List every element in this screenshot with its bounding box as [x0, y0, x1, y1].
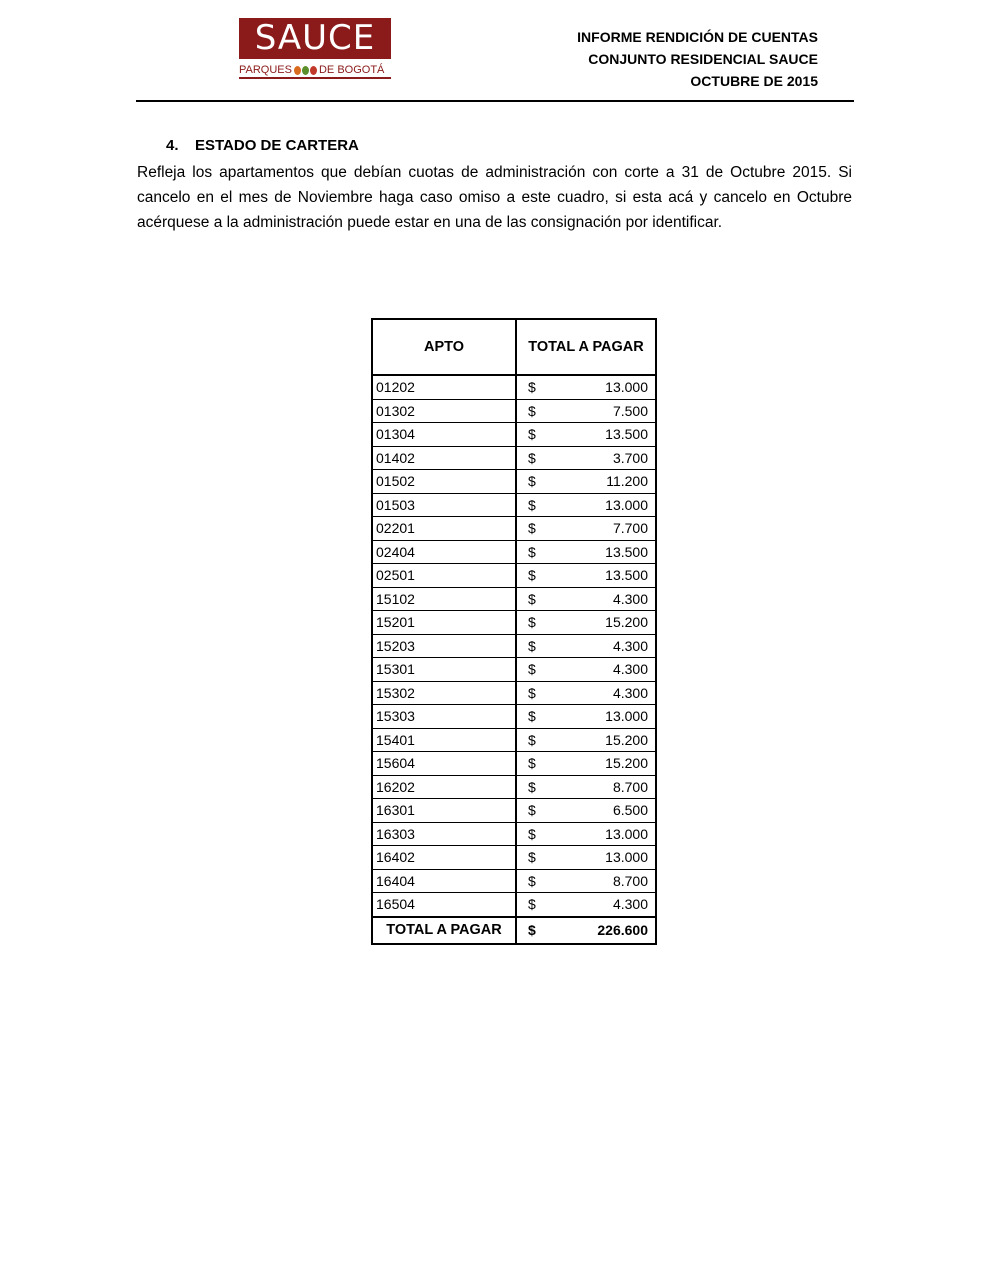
apto-cell: 01502: [372, 470, 516, 494]
currency-symbol: $: [528, 922, 536, 938]
apto-cell: 16303: [372, 822, 516, 846]
valor-cell: [516, 540, 656, 564]
table-row: [372, 493, 656, 517]
apto-cell: 15604: [372, 752, 516, 776]
currency-symbol: $: [528, 520, 536, 537]
valor-amount: 15.200: [605, 731, 648, 748]
valor-cell: [516, 587, 656, 611]
table-row: [372, 587, 656, 611]
logo-wordmark: SAUCE: [239, 18, 391, 59]
table-row: [372, 705, 656, 729]
header-line-1: INFORME RENDICIÓN DE CUENTAS: [577, 29, 818, 45]
apto-cell: 15301: [372, 658, 516, 682]
table-row: [372, 375, 656, 399]
valor-amount: 13.000: [605, 849, 648, 866]
cartera-table: [371, 318, 657, 945]
valor-cell: [516, 564, 656, 588]
valor-amount: 4.300: [612, 590, 648, 607]
valor-amount: 13.000: [605, 496, 648, 513]
valor-cell: [516, 705, 656, 729]
section-number: 4.: [166, 137, 179, 154]
table-row: [372, 752, 656, 776]
apto-cell: 15302: [372, 681, 516, 705]
logo-underline: [239, 77, 391, 79]
currency-symbol: $: [528, 496, 536, 513]
valor-cell: [516, 846, 656, 870]
currency-symbol: $: [528, 402, 536, 419]
column-header-total: TOTAL A PAGAR: [516, 319, 656, 375]
table-row: [372, 611, 656, 635]
apto-cell: 02404: [372, 540, 516, 564]
valor-amount: 8.700: [612, 778, 648, 795]
table-row: [372, 470, 656, 494]
header-line-3: OCTUBRE DE 2015: [690, 73, 818, 89]
valor-amount: 13.500: [605, 543, 648, 560]
apto-cell: 01402: [372, 446, 516, 470]
logo-subtitle-left: PARQUES: [239, 64, 292, 76]
document-header: [577, 26, 818, 92]
apto-cell: 01503: [372, 493, 516, 517]
currency-symbol: $: [528, 778, 536, 795]
apto-cell: 15203: [372, 634, 516, 658]
apto-cell: 02201: [372, 517, 516, 541]
currency-symbol: $: [528, 684, 536, 701]
valor-cell: [516, 634, 656, 658]
table-row: [372, 728, 656, 752]
currency-symbol: $: [528, 825, 536, 842]
total-label: TOTAL A PAGAR: [372, 917, 516, 944]
currency-symbol: $: [528, 567, 536, 584]
apto-cell: 02501: [372, 564, 516, 588]
valor-cell: [516, 399, 656, 423]
currency-symbol: $: [528, 661, 536, 678]
currency-symbol: $: [528, 802, 536, 819]
total-value-cell: [516, 917, 656, 944]
valor-amount: 13.000: [605, 708, 648, 725]
total-value: 226.600: [597, 922, 648, 938]
valor-cell: [516, 493, 656, 517]
valor-cell: [516, 681, 656, 705]
valor-cell: [516, 423, 656, 447]
column-header-apto: APTO: [372, 319, 516, 375]
table-row: [372, 446, 656, 470]
apto-cell: 16504: [372, 893, 516, 917]
valor-cell: [516, 893, 656, 917]
header-divider: [136, 100, 854, 102]
table-row: [372, 681, 656, 705]
valor-cell: [516, 822, 656, 846]
valor-cell: [516, 775, 656, 799]
table-row: [372, 634, 656, 658]
valor-cell: [516, 517, 656, 541]
valor-cell: [516, 375, 656, 399]
apto-cell: 15401: [372, 728, 516, 752]
valor-amount: 4.300: [612, 896, 648, 913]
table-row: [372, 423, 656, 447]
section-heading: ESTADO DE CARTERA: [195, 137, 359, 154]
apto-cell: 16402: [372, 846, 516, 870]
valor-amount: 4.300: [612, 637, 648, 654]
table-row: [372, 846, 656, 870]
apto-cell: 01202: [372, 375, 516, 399]
valor-amount: 4.300: [612, 684, 648, 701]
valor-cell: [516, 446, 656, 470]
currency-symbol: $: [528, 473, 536, 490]
currency-symbol: $: [528, 637, 536, 654]
logo-subtitle-right: DE BOGOTÁ: [318, 64, 385, 76]
currency-symbol: $: [528, 614, 536, 631]
currency-symbol: $: [528, 872, 536, 889]
tree-icon: [294, 66, 317, 75]
currency-symbol: $: [528, 896, 536, 913]
valor-amount: 15.200: [605, 755, 648, 772]
section-title: [166, 137, 359, 154]
table-row: [372, 399, 656, 423]
valor-amount: 8.700: [612, 872, 648, 889]
apto-cell: 01304: [372, 423, 516, 447]
currency-symbol: $: [528, 379, 536, 396]
table-row: [372, 893, 656, 917]
valor-cell: [516, 611, 656, 635]
apto-cell: 15201: [372, 611, 516, 635]
valor-cell: [516, 752, 656, 776]
valor-cell: [516, 658, 656, 682]
valor-amount: 3.700: [612, 449, 648, 466]
sauce-logo: [239, 18, 392, 80]
table-total-row: [372, 917, 656, 944]
apto-cell: 01302: [372, 399, 516, 423]
currency-symbol: $: [528, 590, 536, 607]
section-paragraph: Refleja los apartamentos que debían cuotas de administración con corte a 31 de Octubre 2015. Si cancelo en el mes de Noviembre haga caso omiso a este cuadro, si esta acá y cancelo en Octubre acérquese a la administración puede estar en una de las consignación por identificar.: [137, 164, 852, 231]
valor-cell: [516, 869, 656, 893]
currency-symbol: $: [528, 449, 536, 466]
currency-symbol: $: [528, 543, 536, 560]
table-row: [372, 822, 656, 846]
table-row: [372, 799, 656, 823]
valor-amount: 4.300: [612, 661, 648, 678]
valor-amount: 7.700: [612, 520, 648, 537]
table-row: [372, 517, 656, 541]
valor-amount: 13.000: [605, 379, 648, 396]
table-row: [372, 658, 656, 682]
valor-cell: [516, 470, 656, 494]
valor-amount: 13.500: [605, 567, 648, 584]
apto-cell: 16301: [372, 799, 516, 823]
valor-cell: [516, 728, 656, 752]
currency-symbol: $: [528, 426, 536, 443]
table-row: [372, 869, 656, 893]
valor-cell: [516, 799, 656, 823]
table-header-row: [372, 319, 656, 375]
table-row: [372, 564, 656, 588]
header-line-2: CONJUNTO RESIDENCIAL SAUCE: [588, 51, 818, 67]
valor-amount: 6.500: [612, 802, 648, 819]
apto-cell: 15102: [372, 587, 516, 611]
currency-symbol: $: [528, 731, 536, 748]
valor-amount: 15.200: [605, 614, 648, 631]
table-row: [372, 540, 656, 564]
valor-amount: 13.000: [605, 825, 648, 842]
apto-cell: 16202: [372, 775, 516, 799]
currency-symbol: $: [528, 755, 536, 772]
apto-cell: 15303: [372, 705, 516, 729]
valor-amount: 13.500: [605, 426, 648, 443]
apto-cell: 16404: [372, 869, 516, 893]
currency-symbol: $: [528, 849, 536, 866]
currency-symbol: $: [528, 708, 536, 725]
valor-amount: 11.200: [606, 473, 648, 490]
table-row: [372, 775, 656, 799]
valor-amount: 7.500: [612, 402, 648, 419]
